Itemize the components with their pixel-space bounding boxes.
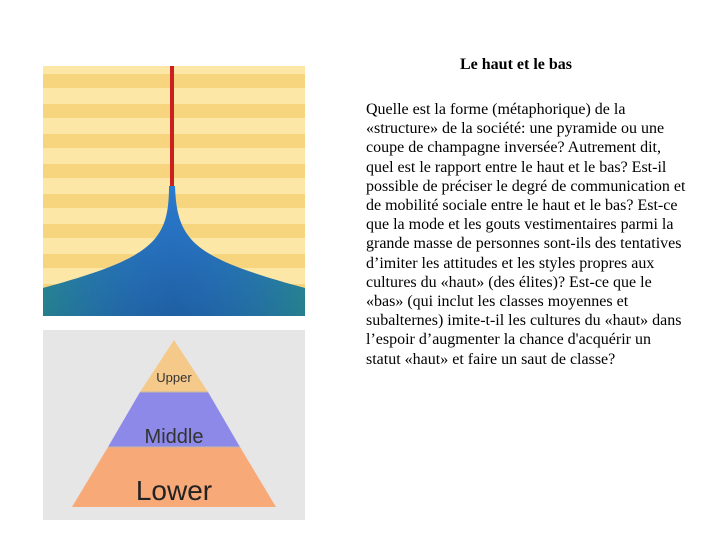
pyramid-image [43,330,305,520]
slide-title: Le haut et le bas [460,56,572,73]
pyramid-label-upper: Upper [156,370,192,385]
pyramid-label-lower: Lower [135,475,213,506]
glass-stem [170,66,174,206]
champagne-glass-image [43,66,305,316]
slide-body-text: Quelle est la forme (métaphorique) de la «structure» de la société: une pyramide ou une coupe de champagne inversée? Autrement dit, quel est le rapport entre le haut et le bas? Est-il possible de préciser le degré de communication et de mobilité sociale entre le haut et le bas? Est-ce que la mode et les gouts vestimentaires parmi la grande masse de personnes sont-ils des tentatives d’imiter les attitudes et les styles propres aux cultures du «haut» (des élites)? Est-ce que le «bas» (qui inclut les classes moyennes et subalternes) imite-t-il les cultures du «haut» dans l’espoir d’augmenter la chance d'acquérir un statut «haut» et faire un saut de classe? [366,101,686,368]
pyramid-label-middle: Middle [144,426,204,448]
